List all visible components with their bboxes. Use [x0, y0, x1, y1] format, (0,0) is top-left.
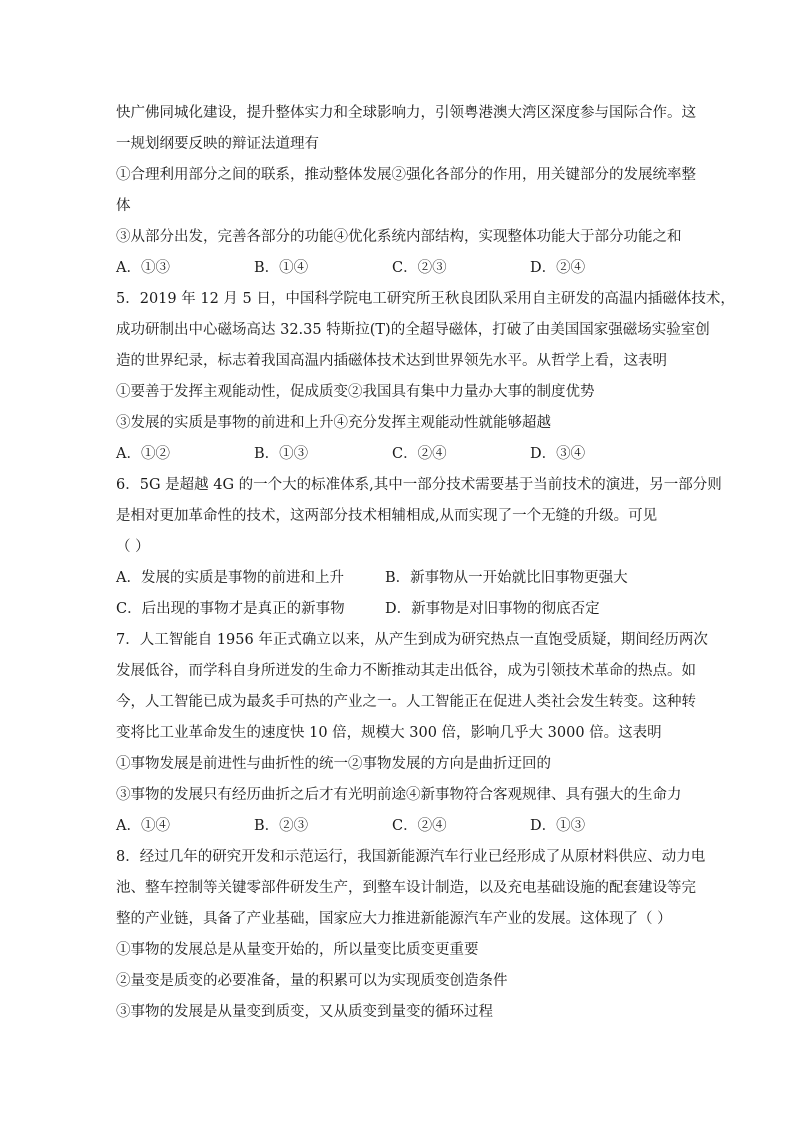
q7-statement-line: ①事物发展是前进性与曲折性的统一②事物发展的方向是曲折迂回的 — [116, 756, 551, 772]
q7-stem-line: 发展低谷，而学科自身所迸发的生命力不断推动其走出低谷，成为引领技术革命的热点。如 — [116, 663, 696, 679]
q4-stem-line: 快广佛同城化建设，提升整体实力和全球影响力，引领粤港澳大湾区深度参与国际合作。这 — [116, 105, 696, 121]
q5-option-c: C．②④ — [392, 446, 447, 462]
q4-statement-line: ①合理利用部分之间的联系，推动整体发展②强化各部分的作用，用关键部分的发展统率整 — [116, 167, 696, 183]
q6-option-b: B．新事物从一开始就比旧事物更强大 — [385, 570, 628, 586]
q5-statement-line: ③发展的实质是事物的前进和上升④充分发挥主观能动性就能够超越 — [116, 415, 551, 431]
q6-answer-blank: （ ） — [116, 539, 150, 555]
q7-stem-line: 7．人工智能自 1956 年正式确立以来，从产生到成为研究热点一直饱受质疑，期间经历两次 — [116, 632, 708, 648]
q7-options — [116, 816, 676, 836]
q4-statement-line: 体 — [116, 198, 131, 214]
q6-option-a: A．发展的实质是事物的前进和上升 — [116, 570, 344, 586]
q5-options — [116, 444, 676, 464]
q4-option-d: D．②④ — [530, 260, 586, 276]
q5-stem-line: 5．2019 年 12 月 5 日，中国科学院电工研究所王秋良团队采用自主研发的高温内插磁体技术， — [116, 291, 735, 307]
q5-stem-line: 造的世界纪录，标志着我国高温内插磁体技术达到世界领先水平。从哲学上看，这表明 — [116, 353, 667, 369]
q5-option-a: A．①② — [116, 446, 170, 462]
q4-option-a: A．①③ — [116, 260, 170, 276]
q5-statement-line: ①要善于发挥主观能动性，促成质变②我国具有集中力量办大事的制度优势 — [116, 384, 595, 400]
q7-stem-line: 今，人工智能已成为最炙手可热的产业之一。人工智能正在促进人类社会发生转变。这种转 — [116, 694, 696, 710]
q8-statement-line: ①事物的发展总是从量变开始的，所以量变比质变更重要 — [116, 942, 479, 958]
q6-stem-line: 是相对更加革命性的技术，这两部分技术相辅相成,从而实现了一个无缝的升级。可见 — [116, 508, 658, 524]
q5-stem-line: 成功研制出中心磁场高达 32.35 特斯拉(T)的全超导磁体，打破了由美国国家强磁场实验室创 — [116, 322, 710, 338]
q8-stem-line: 整的产业链，具备了产业基础，国家应大力推进新能源汽车产业的发展。这体现了（ ） — [116, 911, 672, 927]
q6-options-row1 — [116, 568, 676, 588]
q6-stem-line: 6．5G 是超越 4G 的一个大的标准体系,其中一部分技术需要基于当前技术的演进，另一部分则 — [116, 477, 722, 493]
q4-options — [116, 258, 676, 278]
q8-statement-line: ②量变是质变的必要准备，量的积累可以为实现质变创造条件 — [116, 973, 508, 989]
q8-statement-line: ③事物的发展是从量变到质变，又从质变到量变的循环过程 — [116, 1004, 493, 1020]
q4-option-c: C．②③ — [392, 260, 447, 276]
q7-statement-line: ③事物的发展只有经历曲折之后才有光明前途④新事物符合客观规律、具有强大的生命力 — [116, 787, 682, 803]
q5-option-b: B．①③ — [254, 446, 309, 462]
q7-option-a: A．①④ — [116, 818, 170, 834]
q4-statement-line: ③从部分出发，完善各部分的功能④优化系统内部结构，实现整体功能大于部分功能之和 — [116, 229, 682, 245]
q5-option-d: D．③④ — [530, 446, 586, 462]
q4-stem-line: 一规划纲要反映的辩证法道理有 — [116, 136, 319, 152]
q8-stem-line: 8．经过几年的研究开发和示范运行，我国新能源汽车行业已经形成了从原材料供应、动力电 — [116, 849, 706, 865]
q7-stem-line: 变将比工业革命发生的速度快 10 倍，规模大 300 倍，影响几乎大 3000 倍。这表明 — [116, 725, 662, 741]
q4-option-b: B．①④ — [254, 260, 309, 276]
q6-option-d: D．新事物是对旧事物的彻底否定 — [385, 601, 600, 617]
q8-stem-line: 池、整车控制等关键零部件研发生产，到整车设计制造，以及充电基础设施的配套建设等完 — [116, 880, 696, 896]
q7-option-d: D．①③ — [530, 818, 586, 834]
q7-option-b: B．②③ — [254, 818, 309, 834]
q6-option-c: C．后出现的事物才是真正的新事物 — [116, 601, 345, 617]
q7-option-c: C．②④ — [392, 818, 447, 834]
q6-options-row2 — [116, 599, 676, 619]
